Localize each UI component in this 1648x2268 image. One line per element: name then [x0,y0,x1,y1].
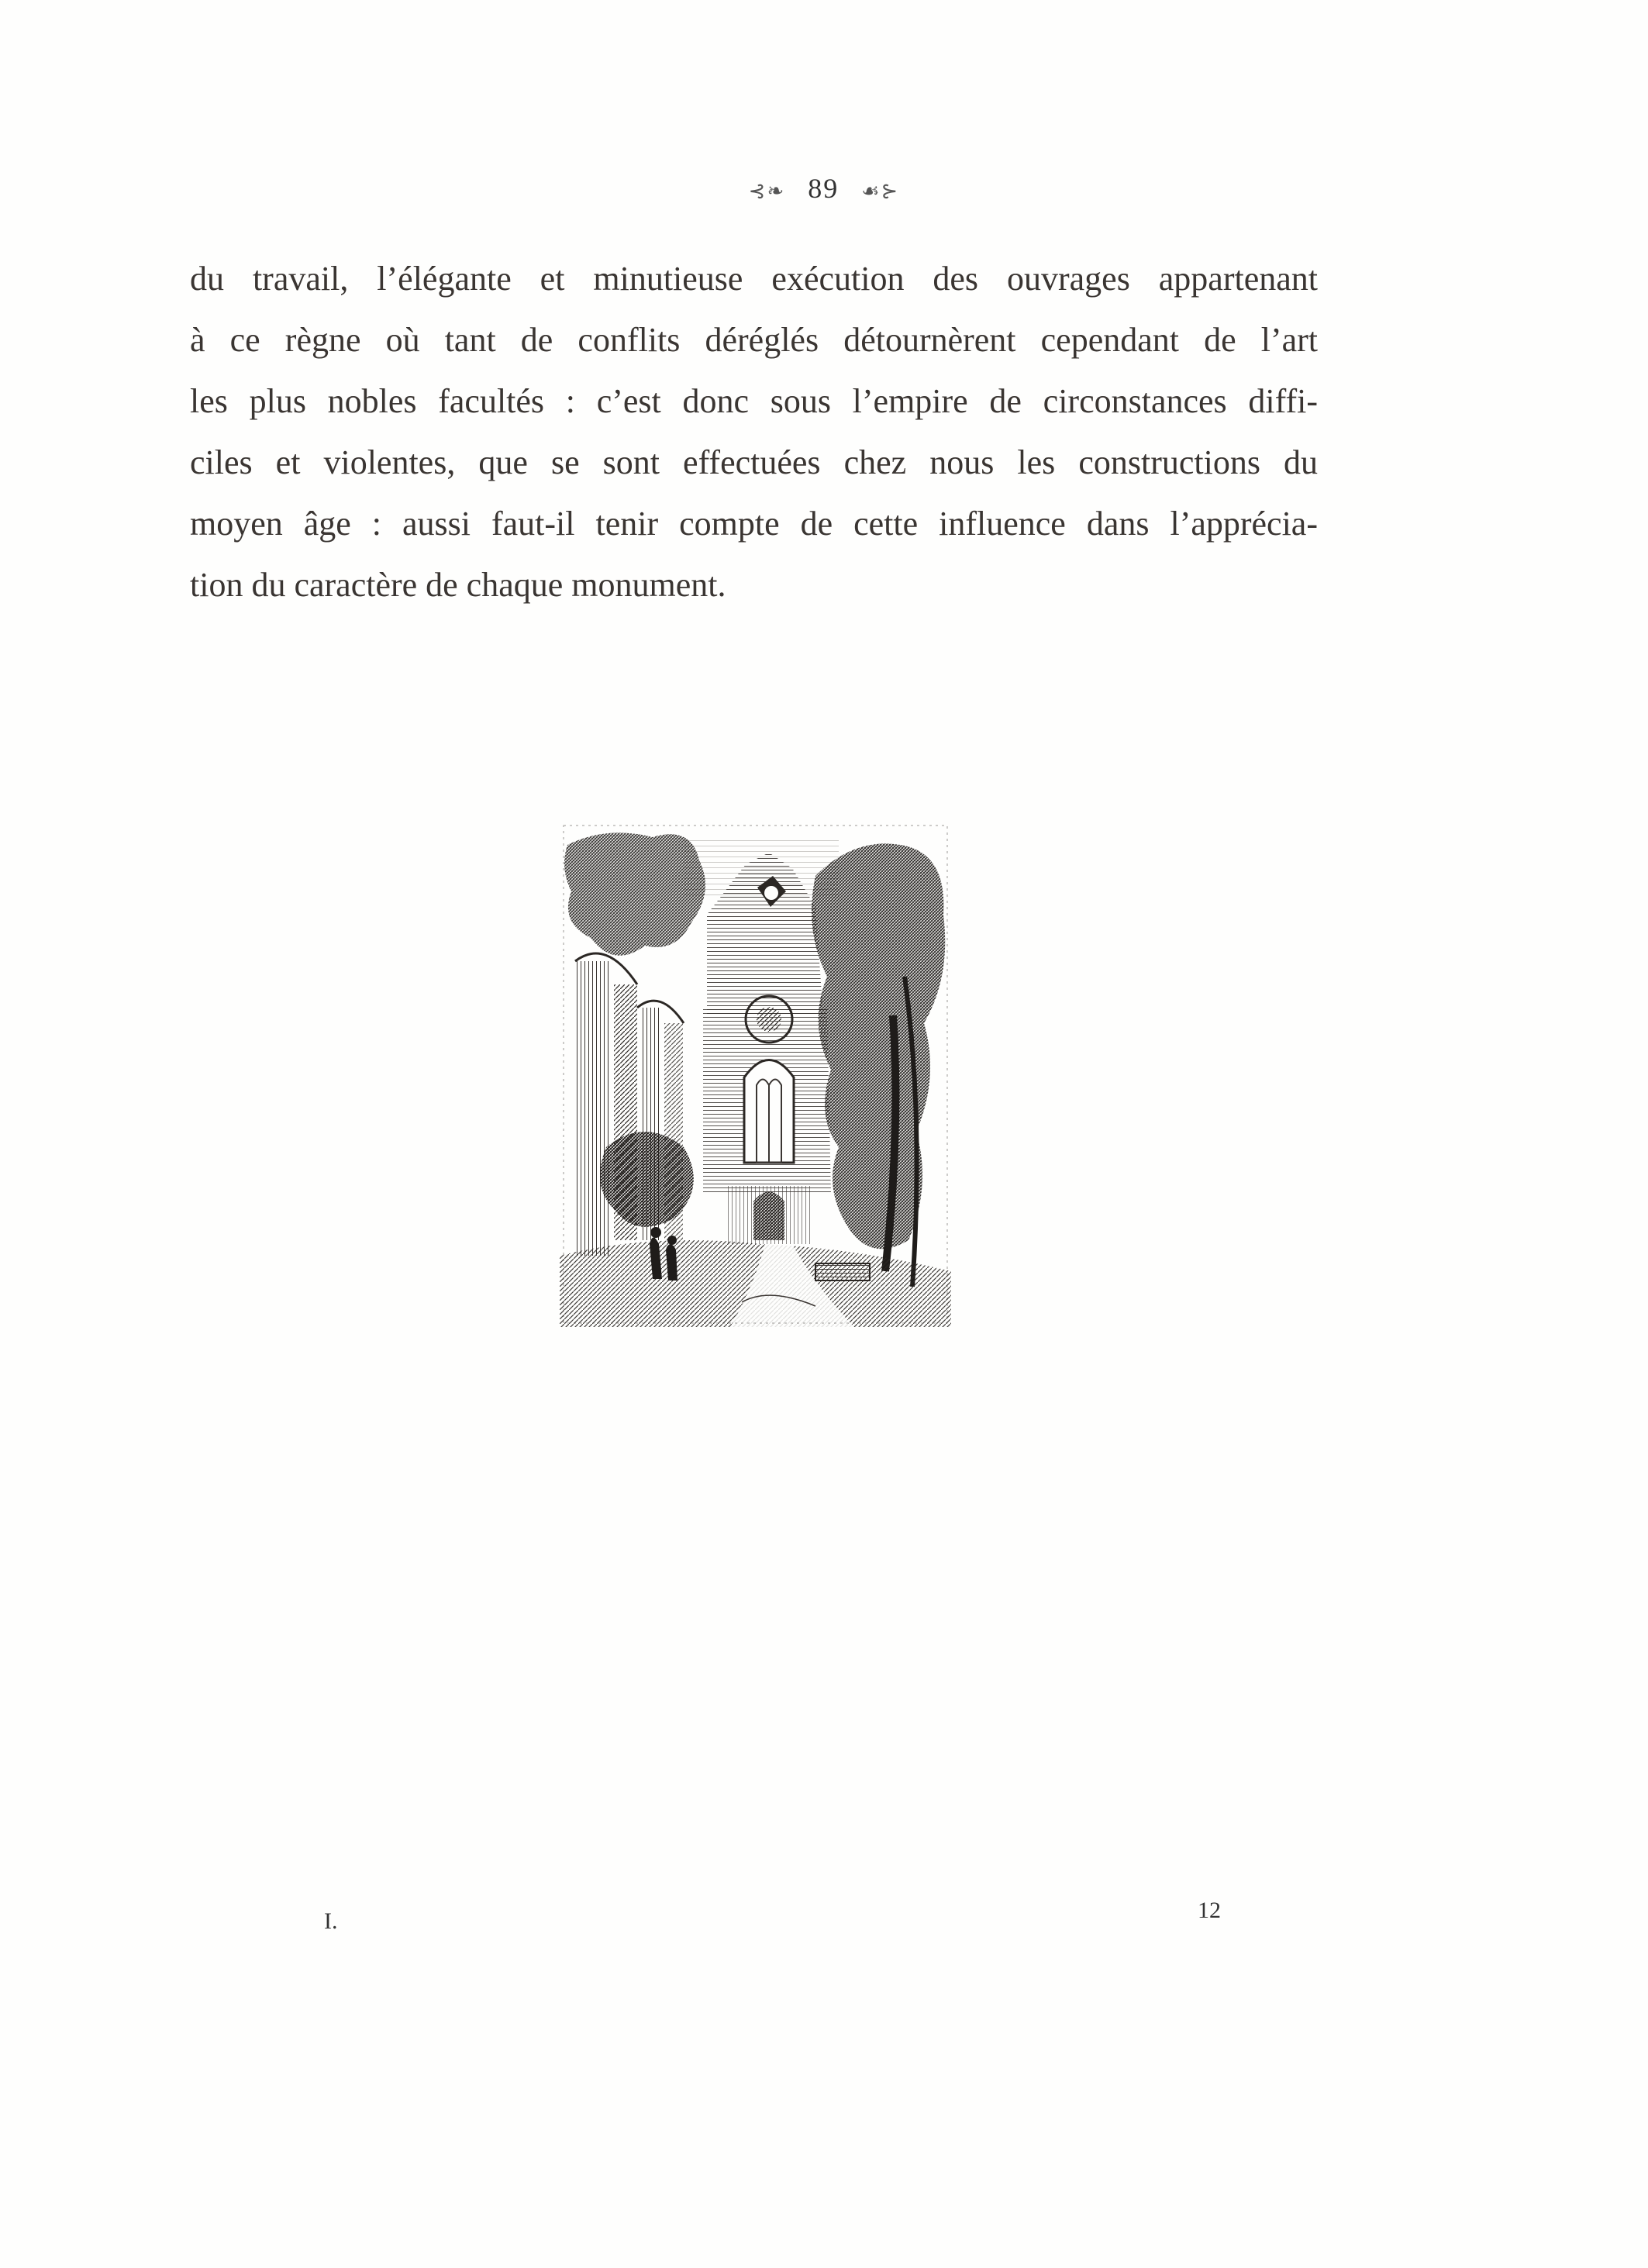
text-line: moyen âge : aussi faut-il tenir compte de cette influence dans l’apprécia- [190,505,1318,543]
body-paragraph [190,248,1318,615]
ornament-right-icon: ☙⊱ [861,179,900,202]
text-line: tion du caractère de chaque monument. [190,566,726,604]
text-line: du travail, l’élégante et minutieuse exécution des ouvrages appartenant [190,260,1318,298]
text-line: les plus nobles facultés : c’est donc sous l’empire de circonstances diffi- [190,382,1318,420]
text-line: ciles et violentes, que se sont effectuées chez nous les constructions du [190,443,1318,481]
abbey-ruin-engraving [560,822,951,1327]
page-number: 89 [808,173,840,204]
signature-mark: I. [324,1908,338,1934]
page-header [0,172,1648,205]
text-line: à ce règne où tant de conflits déréglés détournèrent cependant de l’art [190,321,1318,359]
folio-mark: 12 [1198,1897,1221,1923]
ornament-left-icon: ⊰❧ [748,179,786,202]
